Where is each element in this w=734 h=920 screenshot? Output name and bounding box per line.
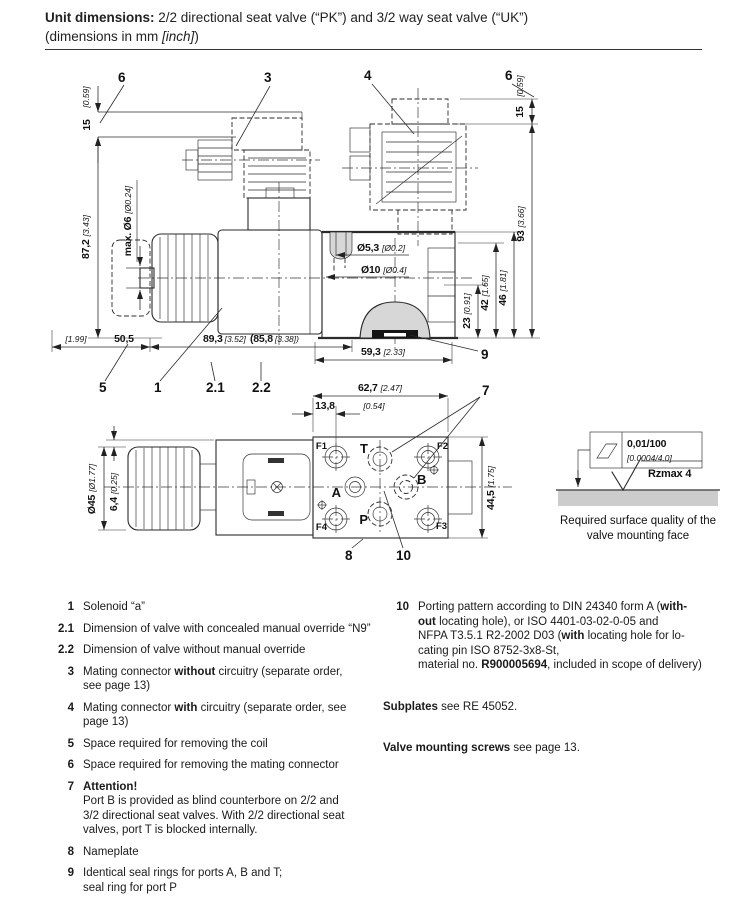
dim-50-5 xyxy=(52,330,150,352)
dim-dia10 xyxy=(326,264,409,277)
dim-44-5-label: 44,5[1.75] xyxy=(485,466,497,510)
legend-item-10: 10 Porting pattern according to DIN 24340 form A (with- out locating hole), or ISO 4401-03-02-0-05 and NFPA T3.5.1 R2-2002 D03 (with locating hole for lo- cating pin ISO 8752-3x8-St, material no. R900005694, included in scope of delivery) xyxy=(396,601,702,671)
dim-dia45 xyxy=(86,447,126,530)
dim-50-5-inch-label: [1.99] xyxy=(65,334,87,344)
dim-93-label: 93[3.66] xyxy=(515,206,527,242)
port-f2-label: F2 xyxy=(437,441,449,452)
flatness-value-inch: [0.0004/4.0] xyxy=(627,453,672,463)
dim-max-dia6-label: max. Ø6[Ø0.24] xyxy=(122,185,134,257)
dim-46-label: 46[1.81] xyxy=(497,270,509,306)
legend-item-5: 5 Space required for removing the coil xyxy=(67,737,268,750)
port-f3-label: F3 xyxy=(436,521,448,532)
title-line2: (dimensions in mm [inch]) xyxy=(45,29,199,44)
legend-item-2-1: 2.1 Dimension of valve with concealed manual override “N9” xyxy=(58,622,371,635)
port-f4-label: F4 xyxy=(315,522,327,533)
dim-13-8-label: 13,8 xyxy=(315,400,335,412)
surface-caption-line2: valve mounting face xyxy=(586,530,690,542)
legend-item-7: 7 Attention! Port B is provided as blind counterbore on 2/2 and 3/2 directional seat valves. With 2/2 directional seat valves, port T is blocked internally. xyxy=(67,780,345,836)
legend-left-column xyxy=(48,600,378,902)
dim-15-left-inch-label: [0.59] xyxy=(81,86,91,108)
legend-item-4: 4 Mating connector with circuitry (separate order, see page 13) xyxy=(67,701,347,728)
legend-item-6: 6 Space required for removing the mating connector xyxy=(67,759,339,771)
solenoid-coil xyxy=(218,188,322,334)
dim-dia5-3-label: Ø5,3 [Ø0.2] xyxy=(357,242,406,254)
port-p-label: P xyxy=(359,512,368,527)
flatness-value: 0,01/100 xyxy=(627,438,667,450)
right-dim-stack xyxy=(444,75,540,338)
surface-quality-figure xyxy=(556,432,720,542)
coil-bottom xyxy=(128,447,216,530)
callout-1: 1 xyxy=(154,380,162,395)
callout-4: 4 xyxy=(364,68,372,83)
valve-body-bottom xyxy=(216,440,313,535)
port-t-label: T xyxy=(360,441,368,456)
locating-pin-mark-2 xyxy=(317,500,327,510)
legend-right-column xyxy=(383,600,728,756)
callout-10: 10 xyxy=(396,548,412,563)
callout-2-2: 2.2 xyxy=(252,380,271,395)
dim-59-3 xyxy=(315,342,452,364)
dim-62-7-label: 62,7 [2.47] xyxy=(358,382,402,394)
dim-44-5 xyxy=(448,437,497,538)
dim-59-3-label: 59,3 [2.33] xyxy=(361,346,405,358)
legend-item-8: 8 Nameplate xyxy=(67,845,139,858)
bottom-view xyxy=(86,382,512,563)
dim-87-2-label: 87,2[3.43] xyxy=(80,215,92,259)
callout-2-1: 2.1 xyxy=(206,380,225,395)
port-a-label: A xyxy=(331,485,341,500)
note-mounting-screws: Valve mounting screws see page 13. xyxy=(383,742,580,754)
note-subplates: Subplates see RE 45052. xyxy=(383,700,518,713)
callout-8: 8 xyxy=(345,548,353,563)
dim-23-label: 23[0.91] xyxy=(461,293,473,329)
dim-42-label: 42[1.65] xyxy=(479,275,491,311)
roughness-value: Rzmax 4 xyxy=(648,468,692,480)
mounting-face-bar xyxy=(558,490,718,506)
dim-15-right-label: 15 xyxy=(514,106,526,118)
legend-item-2-2: 2.2 Dimension of valve without manual override xyxy=(58,644,306,656)
dim-15-left-label: 15 xyxy=(81,119,93,131)
callout-6-right: 6 xyxy=(505,68,513,83)
dim-50-5-label: 50,5 xyxy=(114,333,134,345)
title-line1: Unit dimensions: 2/2 directional seat valve (“PK”) and 3/2 way seat valve (“UK”) xyxy=(45,10,529,25)
dim-89-3-label: 89,3 [3.52] (85,8 [3.38]) xyxy=(203,333,299,345)
dim-max-dia6 xyxy=(122,180,140,310)
callout-6-left: 6 xyxy=(118,70,126,85)
dim-dia45-label: Ø45[Ø1.77] xyxy=(86,463,98,515)
mating-connector-with-circuitry xyxy=(342,88,478,246)
legend-item-9: 9 Identical seal rings for ports A, B and T; seal ring for port P xyxy=(67,867,283,894)
callout-5: 5 xyxy=(99,380,107,395)
side-view xyxy=(52,68,540,395)
legend-item-3: 3 Mating connector without circuitry (separate order, see page 13) xyxy=(67,665,343,692)
dim-15-right-inch-label: [0.59] xyxy=(515,75,525,97)
legend-item-1: 1 Solenoid “a” xyxy=(67,601,146,613)
callout-9: 9 xyxy=(481,347,489,362)
mating-connector-no-circuitry xyxy=(186,118,310,198)
dim-6-4-label: 6,4[0.25] xyxy=(108,472,120,512)
dim-dia10-label: Ø10 [Ø0.4] xyxy=(361,264,407,276)
callout-7: 7 xyxy=(482,383,490,398)
callout-3: 3 xyxy=(264,70,272,85)
port-f1-label: F1 xyxy=(315,441,327,452)
dim-13-8-inch-label: [0.54] xyxy=(363,401,385,411)
surface-caption-line1: Required surface quality of the xyxy=(560,515,716,527)
flatness-icon xyxy=(597,444,617,458)
dim-15-left xyxy=(81,86,302,163)
port-b-label: B xyxy=(417,472,427,487)
locating-pin-mark-1 xyxy=(429,465,439,475)
